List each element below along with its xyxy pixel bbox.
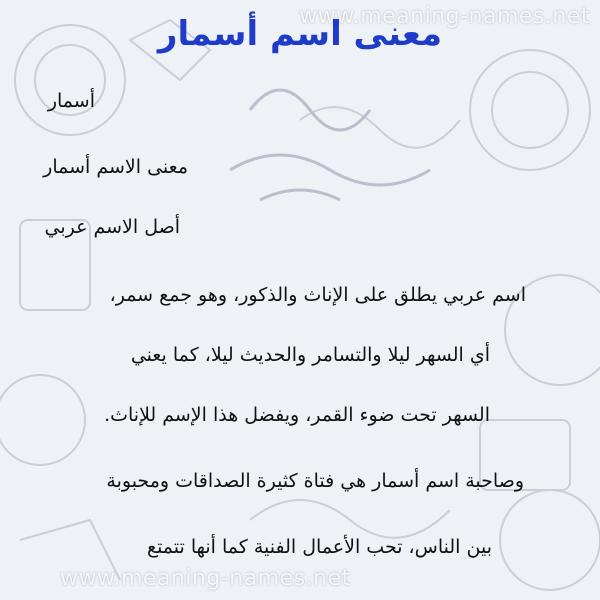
watermark-top: www.meaning-names.net bbox=[299, 4, 590, 29]
description-line-5: بين الناس، تحب الأعمال الفنية كما أنها تتمتع bbox=[146, 536, 492, 558]
description-line-4: وصاحبة اسم أسمار هي فتاة كثيرة الصداقات ومحبوبة bbox=[106, 470, 524, 492]
page-title: معنى اسم أسمار bbox=[157, 14, 443, 54]
name-line: أسمار bbox=[47, 90, 95, 112]
watermark-bottom: www.meaning-names.net bbox=[60, 566, 351, 591]
description-line-2: أي السهر ليلا والتسامر والحديث ليلا، كما يعني bbox=[130, 344, 490, 366]
description-line-1: اسم عربي يطلق على الإناث والذكور، وهو جمع سمر، bbox=[109, 284, 526, 306]
description-line-3: السهر تحت ضوء القمر، ويفضل هذا الإسم للإناث. bbox=[104, 404, 490, 426]
meaning-heading-line: معنى الاسم أسمار bbox=[43, 156, 188, 178]
origin-line: أصل الاسم عربي bbox=[44, 216, 180, 238]
